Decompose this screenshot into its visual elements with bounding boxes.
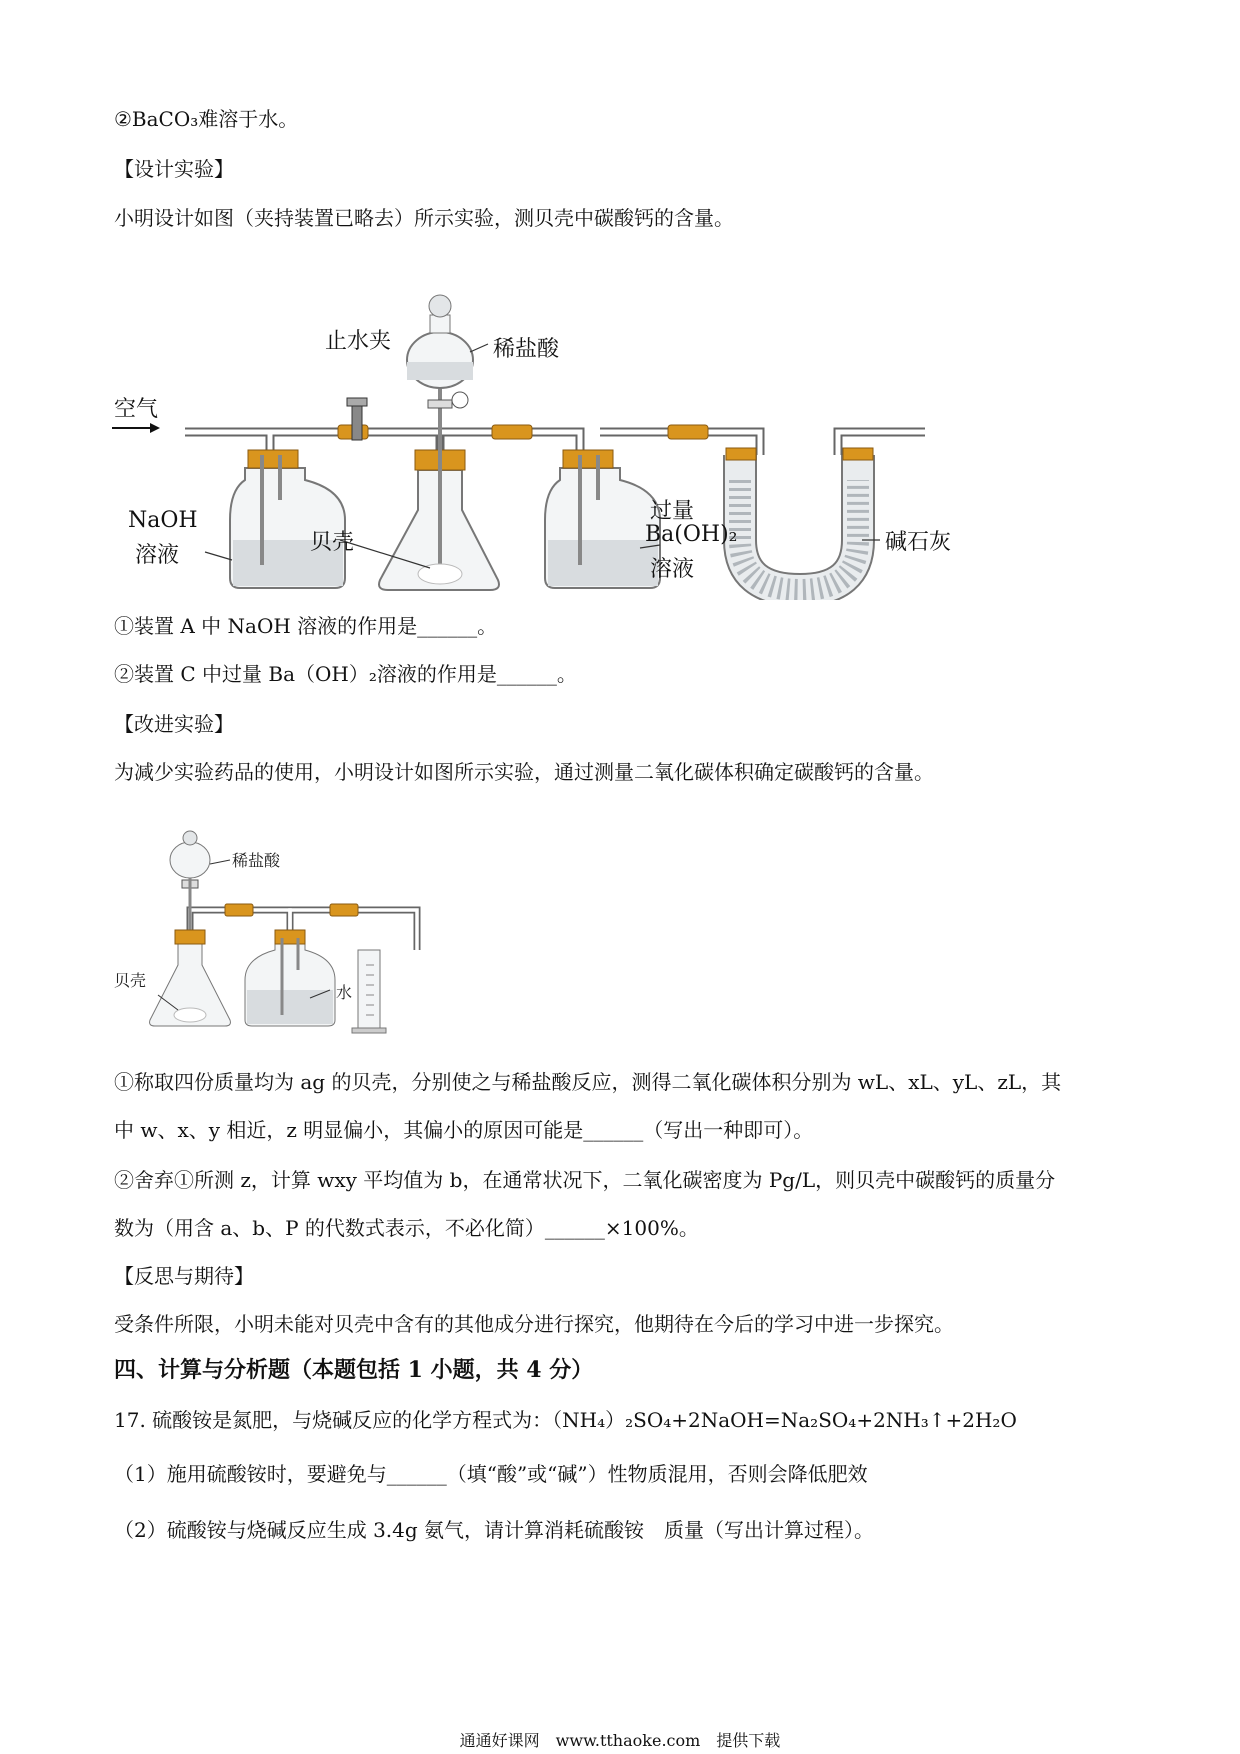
question-c-baoh2: ②装置 C 中过量 Ba（OH）₂溶液的作用是______。 bbox=[114, 662, 577, 686]
label-water: 水 bbox=[336, 983, 353, 1002]
section-design-experiment: 【设计实验】 bbox=[114, 157, 234, 181]
apparatus-figure-2 bbox=[130, 830, 570, 1050]
label-naoh-2: 溶液 bbox=[135, 543, 180, 568]
label-shell-1: 贝壳 bbox=[310, 530, 355, 555]
page-footer: 通通好课网 www.tthaoke.com 提供下载 bbox=[459, 1731, 781, 1750]
section-four-heading: 四、计算与分析题（本题包括 1 小题，共 4 分） bbox=[114, 1357, 594, 1383]
label-air: 空气 bbox=[114, 397, 159, 422]
question-17-1: （1）施用硫酸铵时，要避免与______（填“酸”或“碱”）性物质混用，否则会降低肥效 bbox=[114, 1462, 868, 1486]
bottle-c bbox=[545, 450, 660, 588]
label-dilute-hcl-1: 稀盐酸 bbox=[493, 337, 560, 362]
question-17-2: （2）硫酸铵与烧碱反应生成 3.4g 氨气，请计算消耗硫酸铵 质量（写出计算过程）。 bbox=[114, 1518, 875, 1542]
label-water-stop-clamp: 止水夹 bbox=[325, 329, 392, 354]
question-17: 17. 硫酸铵是氮肥，与烧碱反应的化学方程式为：（NH₄）₂SO₄+2NaOH=Na₂SO₄+2NH₃↑+2H₂O bbox=[114, 1408, 1017, 1432]
question-fraction-1: ②舍弃①所测 z，计算 wxy 平均值为 b，在通常状况下，二氧化碳密度为 Pg/L，则贝壳中碳酸钙的质量分 bbox=[114, 1168, 1056, 1192]
label-soda-lime: 碱石灰 bbox=[885, 530, 952, 555]
section-improved-experiment: 【改进实验】 bbox=[114, 712, 234, 736]
label-excess: 过量 bbox=[650, 499, 695, 524]
note-baco3: ②BaCO₃难溶于水。 bbox=[114, 107, 299, 131]
label-shell-2: 贝壳 bbox=[114, 971, 147, 990]
reflection-text: 受条件所限，小明未能对贝壳中含有的其他成分进行探究，他期待在今后的学习中进一步探究。 bbox=[114, 1312, 954, 1336]
improved-description: 为减少实验药品的使用，小明设计如图所示实验，通过测量二氧化碳体积确定碳酸钙的含量。 bbox=[114, 760, 934, 784]
question-volume-1: ①称取四份质量均为 ag 的贝壳，分别使之与稀盐酸反应，测得二氧化碳体积分别为 wL、xL、yL、zL，其 bbox=[114, 1070, 1062, 1094]
question-a-naoh: ①装置 A 中 NaOH 溶液的作用是______。 bbox=[114, 614, 498, 638]
label-naoh-1: NaOH bbox=[128, 508, 198, 533]
flask-b bbox=[379, 380, 499, 590]
label-baoh2: Ba(OH)₂ bbox=[645, 522, 738, 547]
design-description: 小明设计如图（夹持装置已略去）所示实验，测贝壳中碳酸钙的含量。 bbox=[114, 206, 734, 230]
air-arrow bbox=[112, 423, 160, 433]
question-fraction-2: 数为（用含 a、b、P 的代数式表示，不必化简）______×100%。 bbox=[114, 1216, 699, 1240]
section-reflection: 【反思与期待】 bbox=[114, 1264, 254, 1288]
label-dilute-hcl-2: 稀盐酸 bbox=[232, 851, 281, 870]
question-volume-2: 中 w、x、y 相近，z 明显偏小，其偏小的原因可能是______（写出一种即可）。 bbox=[114, 1118, 814, 1142]
bottle-a bbox=[230, 450, 345, 588]
label-ba-solution: 溶液 bbox=[650, 557, 695, 582]
u-tube-d bbox=[726, 448, 873, 590]
